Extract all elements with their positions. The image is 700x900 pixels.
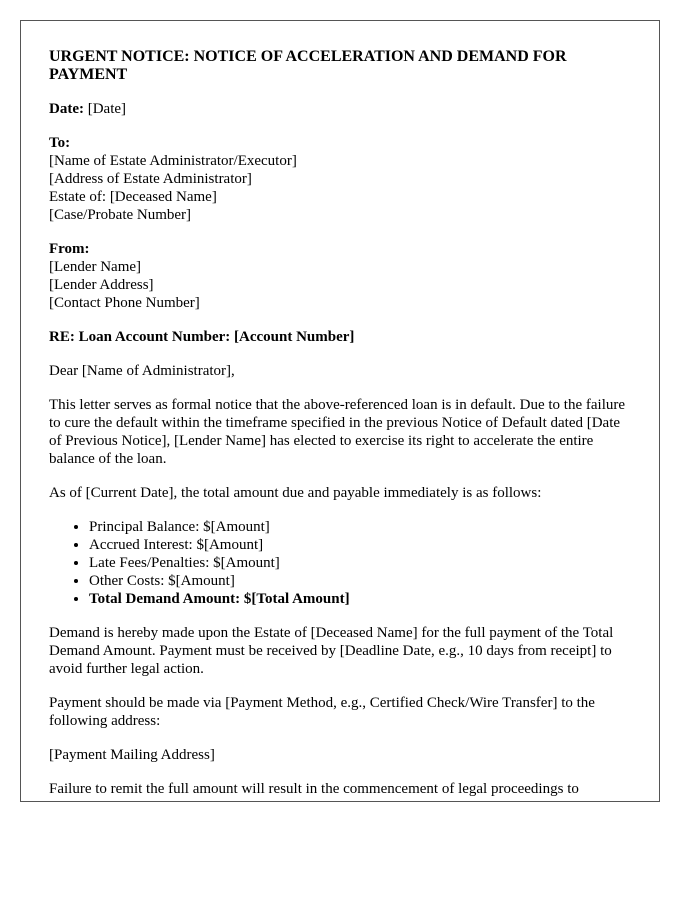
to-line: [Name of Estate Administrator/Executor] <box>49 153 297 169</box>
re-line <box>49 328 631 346</box>
to-block <box>49 134 631 224</box>
list-item: • Principal Balance: $[Amount] <box>89 518 631 536</box>
re-account-number: RE: Loan Account Number: [Account Number] <box>49 329 355 345</box>
amount-list <box>49 518 631 608</box>
to-line: [Case/Probate Number] <box>49 207 192 223</box>
salutation: Dear [Name of Administrator], <box>49 363 235 379</box>
paragraph-failure: Failure to remit the full amount will result in the commencement of legal proceedings to <box>49 781 579 797</box>
paragraph-payment-method: Payment should be made via [Payment Method, e.g., Certified Check/Wire Transfer] to the following address: <box>49 695 595 729</box>
from-label: From: <box>49 241 90 257</box>
from-line: [Lender Name] <box>49 259 142 275</box>
list-item: • Late Fees/Penalties: $[Amount] <box>89 554 631 572</box>
paragraph-default-notice: This letter serves as formal notice that the above-referenced loan is in default. Due to the failure to cure the default within the timeframe specified in the previous Notice of Default dated [Date of Previous Notice], [Lender Name] has elected to exercise its right to accelerate the entire balance of the loan. <box>49 397 626 467</box>
document-page <box>20 20 660 802</box>
date-value: [Date] <box>87 101 127 117</box>
to-label: To: <box>49 135 71 151</box>
to-line: [Address of Estate Administrator] <box>49 171 252 187</box>
from-line: [Lender Address] <box>49 277 154 293</box>
paragraph-demand: Demand is hereby made upon the Estate of [Deceased Name] for the full payment of the Total Demand Amount. Payment must be received by [Deadline Date, e.g., 10 days from receipt] to avoid further legal action. <box>49 625 614 677</box>
date-label: Date: <box>49 101 84 117</box>
payment-address: [Payment Mailing Address] <box>49 747 215 763</box>
list-item: • Accrued Interest: $[Amount] <box>89 536 631 554</box>
letter-content <box>21 21 659 798</box>
from-block <box>49 240 631 312</box>
notice-title: URGENT NOTICE: NOTICE OF ACCELERATION AND DEMAND FOR PAYMENT <box>49 48 567 83</box>
list-item: • Other Costs: $[Amount] <box>89 572 631 590</box>
paragraph-amount-due: As of [Current Date], the total amount due and payable immediately is as follows: <box>49 485 542 501</box>
from-line: [Contact Phone Number] <box>49 295 200 311</box>
total-demand-item: • Total Demand Amount: $[Total Amount] <box>89 590 631 608</box>
date-line <box>49 100 631 118</box>
to-line: Estate of: [Deceased Name] <box>49 189 217 205</box>
